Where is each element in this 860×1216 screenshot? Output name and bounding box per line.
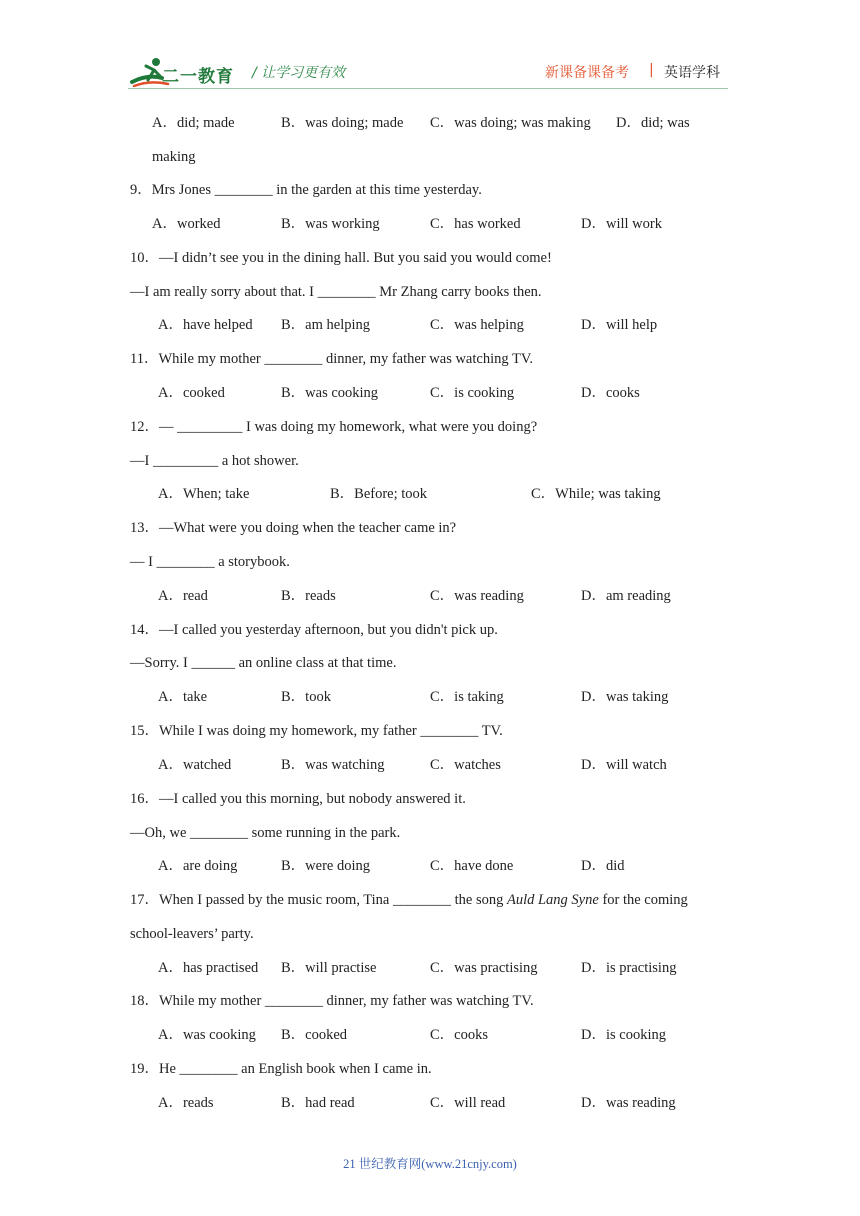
logo-text: 二一教育 (162, 67, 234, 87)
option: D．is cooking (581, 1027, 666, 1043)
option: C．was reading (430, 588, 524, 604)
option: C．While; was taking (531, 486, 661, 502)
header-course-label: 新课备课备考 (545, 65, 629, 81)
option: C．watches (430, 757, 501, 773)
option: B．was cooking (281, 385, 379, 401)
question-text-part: 17．When I passed by the music room, Tina ________ the song (130, 892, 507, 908)
question-text: 19．He ________ an English book when I came in. (130, 1061, 432, 1077)
option: A．was cooking (158, 1027, 256, 1043)
option: B．took (281, 689, 331, 705)
header-slogan: / 让学习更有效 (252, 65, 346, 81)
question-text: 13．—What were you doing when the teacher came in? (130, 520, 457, 536)
option: B．cooked (281, 1027, 348, 1043)
question-text: —Oh, we ________ some running in the park. (130, 825, 401, 841)
option: A．reads (158, 1095, 214, 1111)
option: D．was reading (581, 1095, 676, 1111)
option: C．will read (430, 1095, 506, 1111)
page-header (0, 0, 860, 100)
question-text: 14．—I called you yesterday afternoon, but you didn't pick up. (130, 622, 498, 638)
question-text: — I ________ a storybook. (130, 554, 290, 570)
option: C．is taking (430, 689, 504, 705)
question-text: —I _________ a hot shower. (130, 453, 299, 469)
question-text: 12．— _________ I was doing my homework, what were you doing? (130, 419, 538, 435)
song-title: Auld Lang Syne (506, 892, 599, 908)
option: B．reads (281, 588, 336, 604)
option-continuation: making (152, 149, 196, 165)
question-text: 10．—I didn’t see you in the dining hall. But you said you would come! (130, 250, 552, 266)
header-separator: | (649, 62, 654, 78)
question-text: school-leavers’ party. (130, 926, 254, 942)
option: A．watched (158, 757, 232, 773)
option: C．has worked (430, 216, 521, 232)
option: A．When; take (158, 486, 250, 502)
page-footer: 21 世纪教育网(www.21cnjy.com) (343, 1157, 517, 1171)
option: D．was taking (581, 689, 669, 705)
header-divider (128, 88, 728, 89)
question-text (130, 891, 688, 909)
option: D．am reading (581, 588, 671, 604)
option: A．read (158, 588, 208, 604)
option: A．take (158, 689, 208, 705)
option: D．will work (581, 216, 662, 232)
question-text: —I am really sorry about that. I ________ Mr Zhang carry books then. (130, 284, 542, 300)
option: B．was watching (281, 757, 385, 773)
option: D．is practising (581, 960, 677, 976)
question-text: 16．—I called you this morning, but nobody answered it. (130, 791, 466, 807)
option: B．am helping (281, 317, 371, 333)
option: D．will watch (581, 757, 667, 773)
option: C．was doing; was making (430, 115, 591, 131)
option: B．Before; took (330, 486, 428, 502)
option: D．will help (581, 317, 658, 333)
option: C．have done (430, 858, 514, 874)
question-text: 9．Mrs Jones ________ in the garden at this time yesterday. (130, 182, 482, 198)
option: D．cooks (581, 385, 640, 401)
option: A．have helped (158, 317, 253, 333)
question-text: —Sorry. I ______ an online class at that time. (130, 655, 397, 671)
question-text: 18．While my mother ________ dinner, my father was watching TV. (130, 993, 534, 1009)
option: A．worked (152, 216, 221, 232)
option: D．did; was (616, 115, 690, 131)
question-text: 11．While my mother ________ dinner, my father was watching TV. (130, 351, 534, 367)
option: B．was working (281, 216, 380, 232)
option: B．was doing; made (281, 115, 404, 131)
question-text-part: for the coming (598, 892, 688, 908)
option: D．did (581, 858, 625, 874)
option: B．were doing (281, 858, 370, 874)
option: B．had read (281, 1095, 355, 1111)
option: A．has practised (158, 960, 259, 976)
option: C．cooks (430, 1027, 488, 1043)
option: C．was practising (430, 960, 538, 976)
option: A．did; made (152, 115, 235, 131)
option: A．are doing (158, 858, 238, 874)
option: A．cooked (158, 385, 225, 401)
option: B．will practise (281, 960, 377, 976)
option: C．is cooking (430, 385, 515, 401)
option: C．was helping (430, 317, 524, 333)
header-subject: 英语学科 (664, 65, 720, 81)
question-text: 15．While I was doing my homework, my father ________ TV. (130, 723, 503, 739)
